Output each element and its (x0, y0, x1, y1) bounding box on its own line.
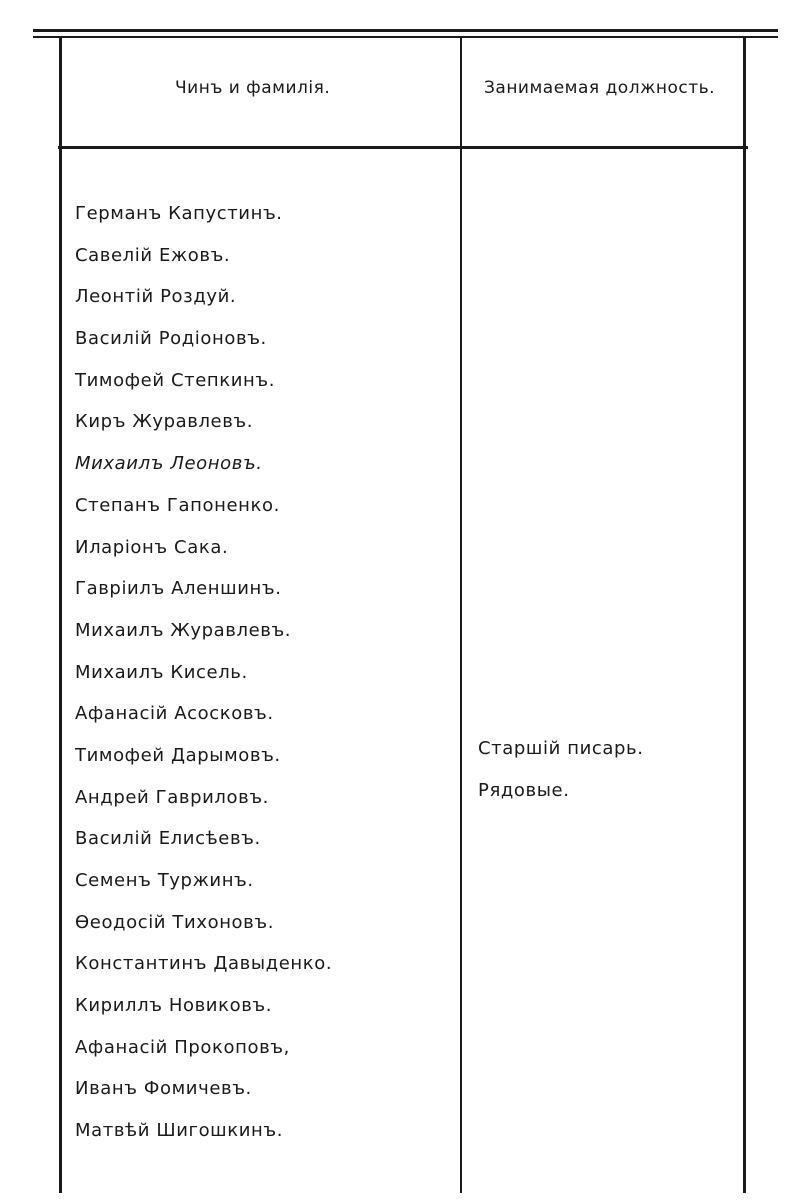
list-item: Ѳеодосій Тихоновъ. (75, 911, 275, 933)
names-list (75, 202, 332, 1161)
list-item: Матвѣй Шигошкинъ. (75, 1120, 284, 1142)
list-item: Степанъ Гапоненко. (75, 494, 280, 516)
position-senior-clerk: Старшій писарь. (478, 738, 644, 759)
list-item: Михаилъ Журавлевъ. (75, 619, 292, 641)
top-rule (33, 29, 778, 32)
left-border (59, 38, 62, 1193)
list-item: Михаилъ Леоновъ. (75, 453, 263, 475)
header-position-column: Занимаемая должность. (484, 78, 716, 98)
list-item: Киръ Журавлевъ. (75, 411, 254, 433)
top-rule-thin (33, 36, 778, 38)
list-item: Афанасій Асосковъ. (75, 703, 274, 725)
list-item: Савелій Ежовъ. (75, 244, 231, 266)
list-item: Василій Елисѣевъ. (75, 828, 261, 850)
list-item: Тимофей Степкинъ. (75, 369, 276, 391)
position-privates: Рядовые. (478, 780, 570, 801)
list-item: Гавріилъ Аленшинъ. (75, 578, 282, 600)
list-item: Василій Родіоновъ. (75, 328, 267, 350)
list-item: Семенъ Туржинъ. (75, 870, 254, 891)
column-divider (460, 38, 462, 1193)
list-item: Константинъ Давыденко. (75, 953, 333, 975)
list-item: Иларіонъ Сака. (75, 536, 229, 558)
list-item: Леонтій Роздуй. (75, 286, 237, 308)
list-item: Германъ Капустинъ. (75, 203, 283, 224)
list-item: Андрей Гавриловъ. (75, 786, 269, 808)
right-border (743, 38, 746, 1193)
header-name-column: Чинъ и фамилія. (175, 78, 331, 98)
header-rule (58, 146, 748, 149)
list-item: Афанасій Прокоповъ, (75, 1036, 290, 1058)
list-item: Тимофей Дарымовъ. (75, 744, 281, 766)
list-item: Михаилъ Кисель. (75, 661, 248, 683)
list-item: Кириллъ Новиковъ. (75, 995, 273, 1017)
list-item: Иванъ Фомичевъ. (75, 1078, 252, 1100)
